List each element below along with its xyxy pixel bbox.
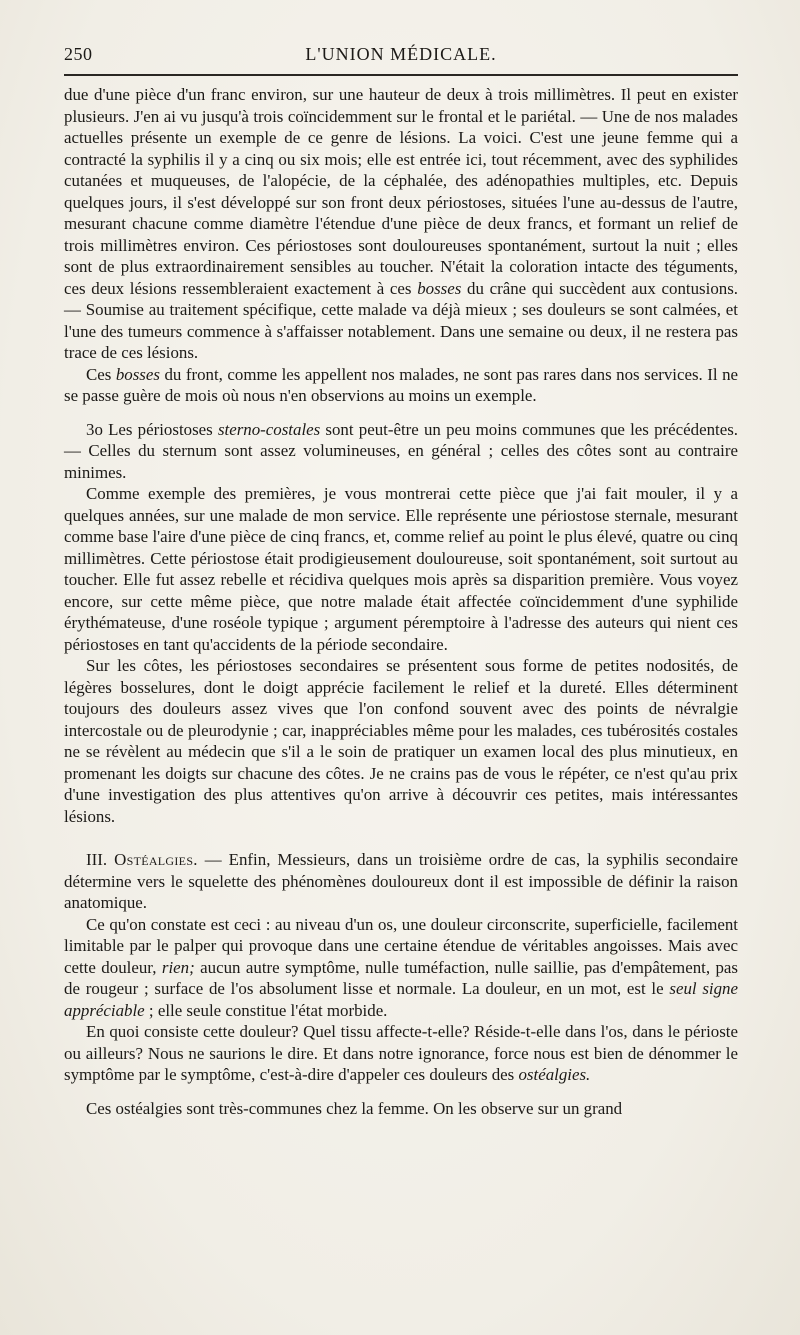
- body-text: [64, 84, 738, 1119]
- text-run: 3o Les périostoses: [86, 419, 218, 439]
- text-run: ; elle seule constitue l'état morbide.: [144, 1000, 388, 1020]
- text-run: Ce qu'on constate est ceci : au niveau d'un os, une douleur circonscrite, superficielle, facilement limitable par le palper qui provoque dans une certaine étendue de véritables angoisses. Mais avec cette douleur,: [64, 914, 738, 977]
- text-run: du crâne qui succèdent aux contusions. — Soumise au traitement spécifique, cette malade va déjà mieux ; ses douleurs se sont calmées, et l'une des tumeurs commence à s'affaisser notablement. Dans une semaine ou deux, il ne restera pas trace de ces lésions.: [64, 278, 738, 362]
- text-run: ostéalgies.: [518, 1065, 591, 1084]
- text-run: bosses: [417, 278, 462, 298]
- header-rule: [64, 74, 738, 76]
- paragraph-ribs: [64, 655, 738, 827]
- paragraph-ostealgies-nature: [64, 1021, 738, 1086]
- running-title: L'UNION MÉDICALE.: [305, 44, 497, 64]
- paragraph-ostealgies-frequency: [64, 1098, 738, 1120]
- paragraph-sterno-costales: [64, 419, 738, 484]
- text-run: En quoi consiste cette douleur? Quel tissu affecte-t-elle? Réside-t-elle dans l'os, dans le périoste ou ailleurs? Nous ne saurions le dire. Et dans notre ignorance, force nous est bien de dénommer le symptôme par le symptôme, c'est-à-dire d'appeler ces douleurs des: [64, 1022, 738, 1084]
- text-run: — Enfin, Messieurs, dans un troisième ordre de cas, la syphilis secondaire détermine vers le squelette des phénomènes douloureux dont il est impossible de définir la raison anatomique.: [64, 850, 738, 912]
- text-run: Ces ostéalgies sont très-communes chez la femme. On les observe sur un grand: [86, 1098, 623, 1118]
- paragraph-ostealgies-heading: [64, 849, 738, 914]
- text-run: Sur les côtes, les périostoses secondaires se présentent sous forme de petites nodosités, de légères bosselures, dont le doigt apprécie facilement le relief et la dureté. Elles déterminent toujours des douleurs assez vives que l'on confond souvent avec des points de névralgie intercostale ou de pleurodynie ; car, inappréciables même pour les malades, ces tubérosités costales ne se révèlent au médecin que s'il a le soin de pratiquer un examen local des plus minutieux, en promenant les doigts sur chacune des côtes. Je ne crains pas de vous le répéter, ce n'est qu'au prix d'une investigation des plus attentives qu'on arrive à découvrir ces petites, mais intéressantes lésions.: [64, 656, 738, 826]
- text-run: rien;: [161, 957, 195, 977]
- page-number: 250: [64, 44, 93, 64]
- paragraph-continuation: [64, 84, 738, 364]
- text-run: bosses: [115, 364, 160, 384]
- text-run: Ces: [86, 364, 116, 384]
- text-run: due d'une pièce d'un franc environ, sur une hauteur de deux à trois millimètres. Il peut en exister plusieurs. J'en ai vu jusqu'à trois coïncidemment sur le frontal et le pariétal. — Une de nos malades actuelles présente un exemple de ce genre de lésions. La voici. C'est une jeune femme qui a contracté la syphilis il y a cinq ou six mois; elle est entrée ici, tout récemment, avec des syphilides cutanées et muqueuses, de l'alopécie, de la céphalée, des adénopathies multiples, etc. Depuis quelques jours, il s'est développé sur son front deux périostoses, situées l'une au-dessus de l'autre, mesurant chacune comme diamètre l'étendue d'une pièce de deux francs, et formant un relief de trois millimètres environ. Ces périostoses sont douloureuses spontanément, surtout la nuit ; elles sont de plus extraordinairement sensibles au toucher. N'était la coloration intacte des téguments, ces deux lésions ressembleraient exactement à ces: [64, 85, 738, 298]
- text-run: III.: [86, 850, 115, 869]
- text-run: sterno-costales: [217, 419, 321, 439]
- text-run: seul signe appréciable: [64, 979, 738, 1020]
- paragraph-ostealgies-description: [64, 914, 738, 1022]
- text-run: sont peut-être un peu moins communes que les précédentes. — Celles du sternum sont assez volumineuses, en général ; celles des côtes sont au contraire minimes.: [64, 419, 738, 482]
- text-run: Ostéalgies.: [114, 850, 198, 869]
- paragraph-bosses: [64, 364, 738, 407]
- text-run: Comme exemple des premières, je vous montrerai cette pièce que j'ai fait mouler, il y a quelques années, sur une malade de mon service. Elle représente une périostose sternale, mesurant comme base l'aire d'une pièce de cinq francs, et, comme relief au point le plus élevé, quatre ou cinq millimètres. Cette périostose était prodigieusement douloureuse, soit spontanément, soit surtout au toucher. Elle fut assez rebelle et récidiva quelques mois après sa disparition première. Vous voyez encore, sur cette même pièce, que notre malade était affectée coïncidemment d'une syphilide érythémateuse, d'une roséole typique ; argument péremptoire à l'adresse des auteurs qui nient ces périostoses en tant qu'accidents de la période secondaire.: [64, 484, 738, 654]
- paragraph-sternal-example: [64, 483, 738, 655]
- text-run: du front, comme les appellent nos malades, ne sont pas rares dans nos services. Il ne se passe guère de mois où nous n'en observions au moins un exemple.: [64, 364, 739, 405]
- text-run: aucun autre symptôme, nulle tuméfaction, nulle saillie, pas d'empâtement, pas de rougeur ; surface de l'os absolument lisse et normale. La douleur, en un mot, est le: [64, 957, 738, 998]
- page-header: [64, 44, 738, 74]
